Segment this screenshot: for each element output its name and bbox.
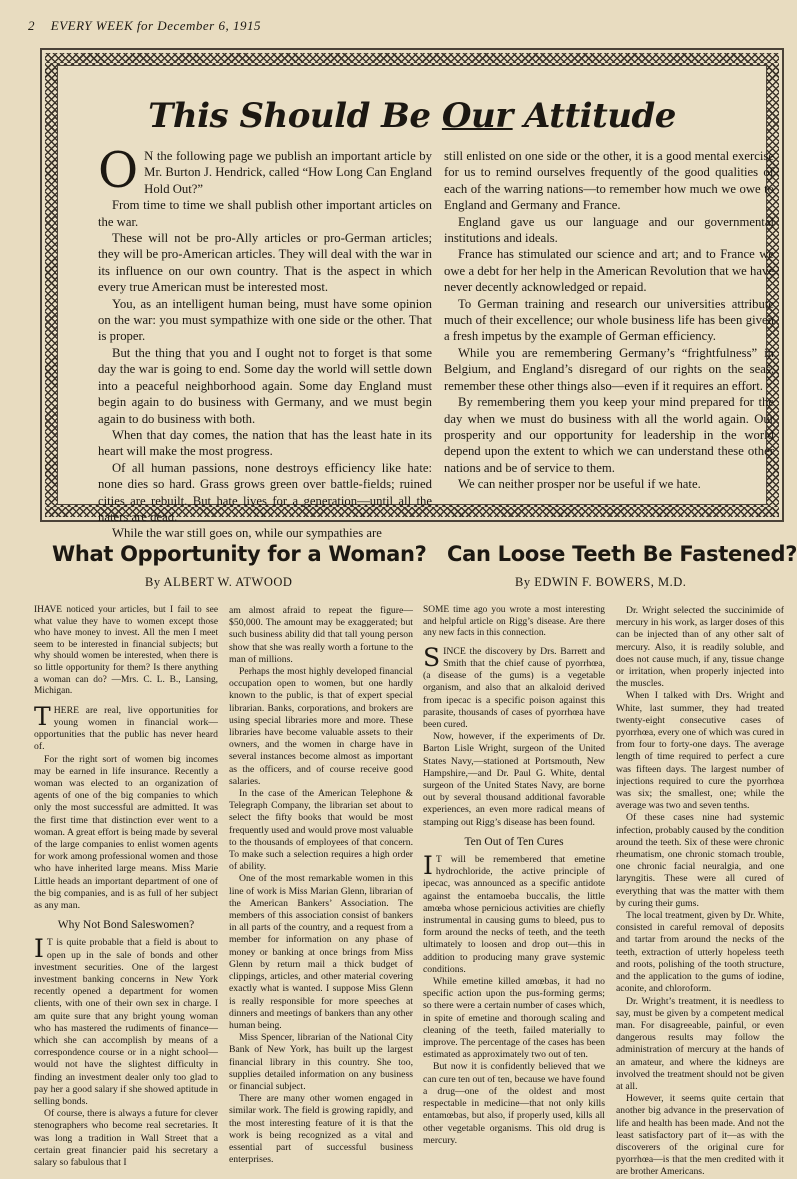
article2-column-2 xyxy=(616,605,784,1179)
article-paragraph: Perhaps the most highly developed financial occupation open to women, but one hardly known to the public, is that of expert special librarian. Banks, corporations, and brokers are using special libraries more and more. These libraries have become valuable assets to their owners, and the women in charge have in several instances become almost as important as the officers, and of course receive good salaries. xyxy=(229,666,413,787)
page-number: 2 xyxy=(28,18,35,33)
editorial-box xyxy=(40,48,784,541)
article-paragraph: In the case of the American Telephone & Telegraph Company, the librarian set about to select the fifty books that would be most frequently used and would prove most valuable to the thousands of employees of that concern. To make such a selection requires a high order of ability. xyxy=(229,788,414,873)
editorial-left-column xyxy=(98,142,432,542)
article2-byline: By EDWIN F. BOWERS, M.D. xyxy=(515,575,687,589)
editorial-paragraph: You, as an intelligent human being, must have some opinion on the war: you must sympathize with one side or the other. That is proper. xyxy=(98,296,432,344)
editorial-paragraph: While you are remembering Germany’s “frightfulness” in Belgium, and England’s disregard of our rights on the seas, remember these other things also—even if it requires an effort. xyxy=(444,345,774,393)
drop-cap: O xyxy=(98,142,139,199)
editorial-paragraph: O N the following page we publish an important article by Mr. Burton J. Hendrick, called “How Long Can England Hold Out?” xyxy=(98,142,432,199)
article1-column-2 xyxy=(229,605,413,1166)
article-paragraph: Of course, there is always a future for clever stenographers who become real secretaries. It was long a tradition in Wall Street that a certain great financier paid his secretary a salary so fabulous that I xyxy=(34,1108,218,1169)
editorial-inner xyxy=(57,65,774,541)
drop-cap: I xyxy=(423,851,433,881)
article-paragraph: Miss Spencer, librarian of the National City Bank of New York, has built up the largest financial library in this country. She too, supplies detailed information on any business or financial subject. xyxy=(229,1032,413,1092)
editorial-paragraph: still enlisted on one side or the other, it is a good mental exercise for us to remind ourselves frequently of the good qualities of each of the warring nations—to remember how much we owe to England and Germany and France. xyxy=(444,149,774,213)
article-paragraph: But now it is confidently believed that we can cure ten out of ten, because we have found a drug—one of the oldest and most respectable in medicine—that not only kills entamœbas, but also, if properly used, kills all other vegetable organisms. This old drug is mercury. xyxy=(423,1061,605,1146)
article2-column-1 xyxy=(423,605,605,1147)
article-paragraph: There are many other women engaged in similar work. The field is growing rapidly, and the most interesting feature of it is that the work is being recognized as a vital and essential part of successful business enterprises. xyxy=(229,1093,413,1166)
article1-byline: By ALBERT W. ATWOOD xyxy=(145,575,293,589)
article1-title: What Opportunity for a Woman? xyxy=(52,542,427,566)
drop-cap: T xyxy=(34,701,51,731)
editorial-paragraph: France has stimulated our science and art; and to France we owe a debt for her help in the American Revolution that we have never decently acknowledged or repaid. xyxy=(444,247,774,295)
article-paragraph: SINCE the discovery by Drs. Barrett and Smith that the chief cause of pyorrhœa, (a disease of the gums) is a vegetable organism, and also that an alkaloid derived from ipecac is a specific poison against this parasite, thousands of cases of pyorrhœa have been cured. xyxy=(423,642,605,730)
drop-cap: I xyxy=(34,934,44,964)
article-paragraph: Of these cases nine had systemic infection, probably caused by the condition around the teeth. Six of these were chronic rheumatism, one chronic stomach trouble, one chronic facial neuralgia, and one laryngitis. These were all cured of everything that was the matter with them by curing their gums. xyxy=(616,812,784,909)
editorial-paragraph: While the war still goes on, while our sympathies are xyxy=(112,526,382,541)
running-head: EVERY WEEK for December 6, 1915 xyxy=(50,18,261,33)
article-paragraph: When I talked with Drs. Wright and White, last summer, they had treated twenty-eight consecutive cases of pyorrhœa, every one of which was cured in from four to forty-one days. The average length of time required to perfect a cure was fifteen days. The largest number of injections required to cure the pyorrhœa was six; the smallest, one; while the average was two and seven tenths. xyxy=(616,690,784,812)
article2-subheading: Ten Out of Ten Cures xyxy=(464,835,564,848)
editorial-paragraph: Of all human passions, none destroys efficiency like hate: none dies so hard. Grass grows green over battle-fields; ruined cities are rebuilt. But hate lives for a generation—until all the haters are dead. xyxy=(98,460,432,524)
article1-column-1 xyxy=(34,605,218,1169)
article-paragraph: am almost afraid to repeat the figure—$50,000. The amount may be exaggerated; but such business ability did that tall young person show that she was really worth a fortune to the man of millions. xyxy=(229,605,413,665)
editorial-paragraph: When that day comes, the nation that has the least hate in its heart will make the most progress. xyxy=(98,427,432,459)
editorial-paragraph: These will not be pro-Ally articles or pro-German articles; they will be pro-American articles. They will deal with the war in its influence on our own country. That is the aspect in which every true American must be interested most. xyxy=(98,231,432,295)
article-paragraph: For the right sort of women big incomes may be earned in life insurance. Recently a woman was elected to an organization of agents of one of the big companies to which only the most successful are admitted. It was the first time that distinction ever went to a woman. A great effort is being made by several of the large companies to enlist women agents for work among professional women and those who have inherited large means. Miss Marie Little heads an important department of one of the big companies, and is as full of her subject as any man. xyxy=(34,753,218,911)
editorial-paragraph: To German training and research our universities attribute much of their excellence; our whole business life has been given a fresh impetus by the example of German efficiency. xyxy=(444,296,774,344)
article2-title: Can Loose Teeth Be Fastened? xyxy=(447,542,797,566)
article-paragraph: The local treatment, given by Dr. White, consisted in careful removal of deposits and tartar from around the necks of the teeth, extraction of utterly hopeless teeth and roots, polishing of the tooth structure, and the application to the gums of iodine, aconite, and chloroform. xyxy=(616,910,784,995)
editorial-right-column xyxy=(444,148,774,493)
editorial-paragraph: By remembering them you keep your mind prepared for the day when we must do business with all the world again. Our prosperity and our opportunity for leadership in the world depend upon the extent to which we can understand these other nations and be of service to them. xyxy=(444,395,774,475)
article-paragraph: THERE are real, live opportunities for young women in financial work—opportunities that the public has never heard of. xyxy=(34,701,218,753)
editorial-paragraph: But the thing that you and I ought not to forget is that some day the war is going to end. Some day the world will settle down into a peaceful neighborhood again. Some day England must begin again to do business with Germany, and we must begin again to do business with both. xyxy=(98,345,432,426)
page-header xyxy=(28,18,768,34)
article-paragraph: While emetine killed amœbas, it had no specific action upon the pus-forming germs; so there were a certain number of cases which, in spite of emetine and thorough scaling and cleaning of the teeth, failed materially to improve. The percentage of the cases has been estimated as approximately two out of ten. xyxy=(423,976,605,1061)
article-paragraph: I T will be remembered that emetine hydrochloride, the active principle of ipecac, was announced as a specific antidote against the entamoeba buccalis, the little amœba whose pernicious activities are chiefly instrumental in causing gums to bleed, pus to form around the necks of teeth, and the teeth ultimately to loosen and drop out—this in addition to producing many grave systemic conditions. xyxy=(423,851,605,975)
editorial-paragraph: England gave us our language and our governmental institutions and ideals. xyxy=(444,214,774,246)
article-paragraph: I T is quite probable that a field is about to open up in the sale of bonds and other investment securities. One of the largest investment banking concerns in New York recently opened a department for women clients, with one of their own sex in charge. I am quite sure that any bright young woman who has mastered the rudiments of finance—which she can accomplish by means of a correspondence course or in a night school—would not have the slightest difficulty in finding an investment dealer only too glad to pay her a good salary if she showed aptitude in selling bonds. xyxy=(34,934,218,1108)
article-paragraph: Dr. Wright selected the succinimide of mercury in his work, as larger doses of this can be injected than of any other salt of mercury. Also, it is readily soluble, and does not cause much, if any, tissue change or irritation, when properly injected into the muscles. xyxy=(616,605,784,690)
drop-cap: S xyxy=(423,642,441,672)
article-paragraph: However, it seems quite certain that another big advance in the preservation of life and health has been made. And not the least satisfactory part of it—as with the discoverers of the original cure for pyorrhœa—is that the men credited with it are brother Americans. xyxy=(616,1093,784,1178)
article-paragraph: Now, however, if the experiments of Dr. Barton Lisle Wright, surgeon of the United States Navy,—stationed at Portsmouth, New Hampshire,—and Dr. Paul G. White, dental surgeon of the United States Navy, are borne out by several thousand additional favorable experiences, an even more radical means of stamping out Rigg’s disease has been found. xyxy=(423,731,605,828)
editorial-paragraph: We can neither prosper nor be useful if we hate. xyxy=(458,477,701,492)
editorial-title-underlined: Our xyxy=(441,96,513,136)
editorial-title: This Should Be Our Attitude xyxy=(148,96,676,136)
article-paragraph: One of the most remarkable women in this line of work is Miss Marian Glenn, librarian of the American Bankers’ Association. The members of this association consist of bankers in all parts of the country, and a request from a member for information on any phase of money or banking at once brings from Miss Glenn by return mail a thick budget of clippings, articles, and other material covering exactly what is wanted. I suppose Miss Glenn is really responsible for more speeches at dinners and meetings of bankers than any other human being. xyxy=(229,873,413,1031)
reader-letter: SOME time ago you wrote a most interesting and helpful article on Rigg’s disease. Are there any new facts in this connection. xyxy=(423,605,605,639)
editorial-paragraph: From time to time we shall publish other important articles on the war. xyxy=(98,198,432,229)
reader-letter: IHAVE noticed your articles, but I fail to see what value they have to women except those who have money to invest. All the men I meet seem to be interested in financial subjects; but why should women be interested, when there is so little opportunity for them? Is there anything a woman can do? —Mrs. C. L. B., Lansing, Michigan. xyxy=(34,605,218,697)
article-paragraph: Dr. Wright’s treatment, it is needless to say, must be given by a competent medical man. For disagreeable, painful, or even dangerous results may follow the administration of mercury at the hands of an amateur, and where the kidneys are involved the treatment should not be given at all. xyxy=(616,995,784,1092)
article1-subheading: Why Not Bond Saleswomen? xyxy=(57,919,195,932)
